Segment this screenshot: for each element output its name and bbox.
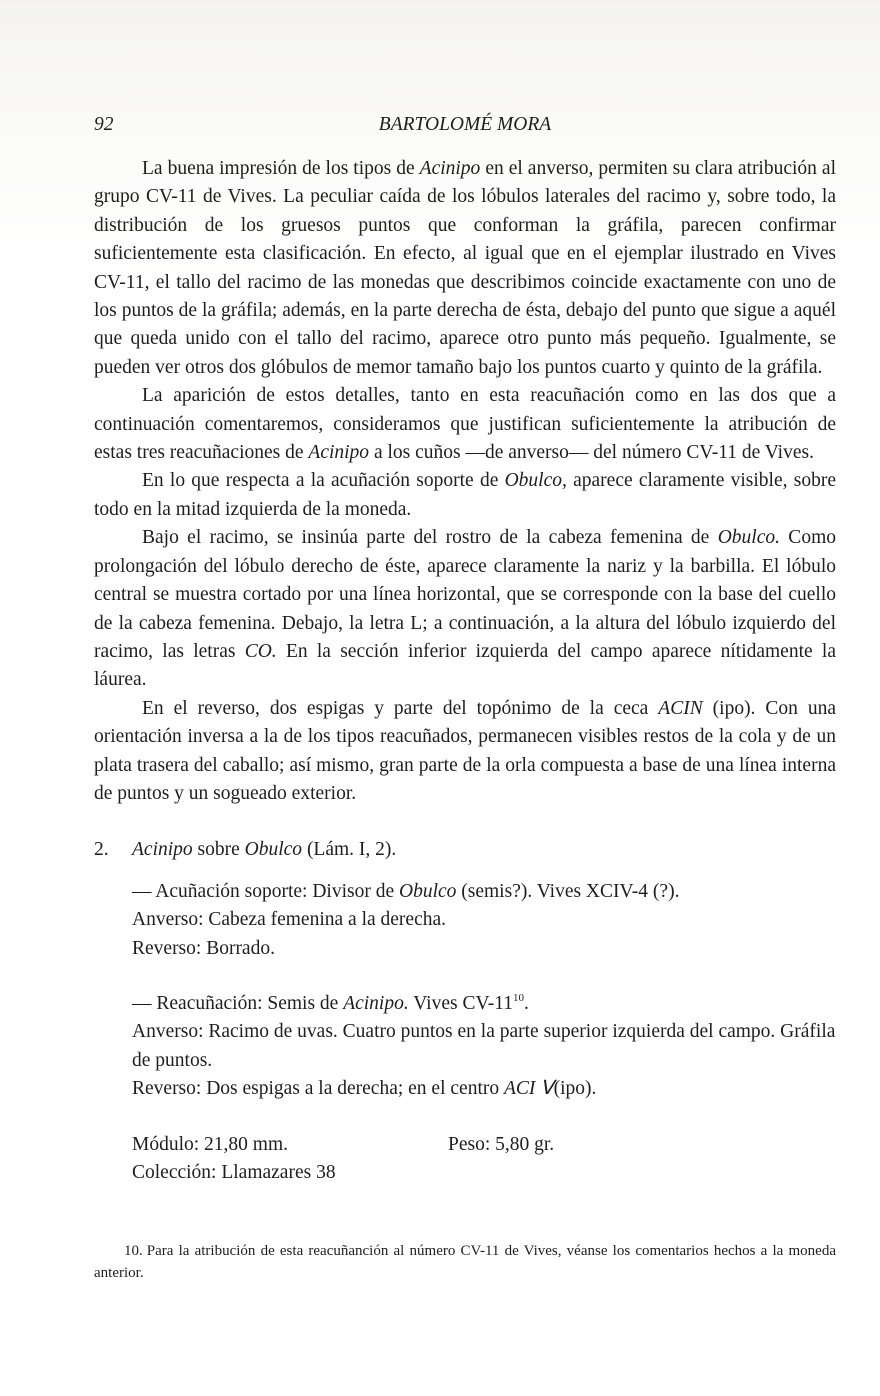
anverso-2: Anverso: Racimo de uvas. Cuatro puntos en la parte superior izquierda del campo. Gráfila de puntos. xyxy=(132,1021,836,1071)
running-header xyxy=(94,114,836,144)
footnote-number: 10. xyxy=(124,1243,143,1259)
p4-italic-d: CO. xyxy=(244,640,277,662)
section-title-a: Acinipo xyxy=(132,839,193,861)
reac-b: Acinipo. xyxy=(343,992,409,1014)
running-title: BARTOLOMÉ MORA xyxy=(378,114,552,135)
p4-italic-b: Obulco. xyxy=(717,527,780,549)
measure-row xyxy=(132,1131,836,1159)
modulo: Módulo: 21,80 mm. xyxy=(132,1133,289,1155)
soporte-a: — Acuñación soporte: Divisor de xyxy=(132,880,399,902)
coin-description xyxy=(132,878,836,1188)
section-title-d: (Lám. I, 2). xyxy=(302,839,397,861)
reac-d: . xyxy=(524,992,529,1014)
p2-italic: Acinipo xyxy=(308,442,370,464)
p1-italic: Acinipo xyxy=(419,158,481,179)
p5-text-c: (ipo). Con una orientación inversa a la de los tipos reacuñados, permanecen visibles restos de la cola y de un plata trasera del caballo; así mismo, gran parte de la orla compuesta a base de una línea interna de puntos y un sogueado exterior. xyxy=(94,697,836,804)
body-text xyxy=(94,155,836,1187)
soporte-b: Obulco xyxy=(399,880,457,902)
p2-text-c: a los cuños —de anverso— del número CV-11 de Vives. xyxy=(369,442,814,464)
p5-text-a: En el reverso, dos espigas y parte del topónimo de la ceca xyxy=(142,697,659,719)
p4-text-c: Como prolongación del lóbulo derecho de éste, aparece claramente la nariz y la barbilla. El lóbulo central se muestra cortado por una línea horizontal, que se corresponde con la base del cuello de la cabeza femenina. Debajo, la letra L; a continuación, a la altura del lóbulo izquierdo del racimo, las letras xyxy=(94,527,836,662)
p1-text-a: La buena impresión de los tipos de xyxy=(142,158,420,179)
paragraph-5 xyxy=(94,695,836,809)
p3-italic: Obulco, xyxy=(504,470,567,492)
reac-a: — Reacuñación: Semis de xyxy=(132,992,344,1014)
paragraph-4 xyxy=(94,524,836,694)
page-number: 92 xyxy=(94,114,114,135)
section-title-b: sobre xyxy=(192,839,245,861)
section-number: 2. xyxy=(94,839,109,861)
footnote xyxy=(94,1240,836,1284)
anverso-1: Anverso: Cabeza femenina a la derecha. xyxy=(132,909,446,931)
reverso2-b: ACI ꓦ xyxy=(503,1078,554,1100)
section-title-c: Obulco xyxy=(244,839,303,861)
p3-text-a: En lo que respecta a la acuñación soporte de xyxy=(142,470,505,492)
p4-text-a: Bajo el racimo, se insinúa parte del rostro de la cabeza femenina de xyxy=(142,527,718,549)
peso: Peso: 5,80 gr. xyxy=(448,1133,555,1155)
paragraph-3 xyxy=(94,467,836,524)
soporte-c: (semis?). Vives XCIV-4 (?). xyxy=(456,880,680,902)
reverso-1: Reverso: Borrado. xyxy=(132,937,275,959)
paragraph-1 xyxy=(94,155,836,382)
p3-text-c: aparece claramente visible, sobre todo en la mitad izquierda de la moneda. xyxy=(94,470,836,520)
soporte-line xyxy=(132,878,836,906)
p1-text-c: en el anverso, permiten su clara atribución al grupo CV-11 de Vives. La peculiar caída de los lóbulos laterales del racimo y, sobre todo, la distribución de los gruesos puntos que conforman la gráfila, parecen confirmar suficientemente esta clasificación. En efecto, al igual que en el ejemplar ilustrado en Vives CV-11, el tallo del racimo de las monedas que describimos coincide exactamente con uno de los puntos de la gráfila; además, en la parte derecha de ésta, debajo del punto que sigue a aquél que queda unido con el tallo del racimo, aparece otro punto más pequeño. Igualmente, se pueden ver otros dos glóbulos de memor tamaño bajo los puntos cuarto y quinto de la gráfila. xyxy=(94,158,837,378)
p2-text-a: La aparición de estos detalles, tanto en esta reacuñación como en las dos que a continuación comentaremos, consideramos que justifican suficientemente la atribución de estas tres reacuñaciones de xyxy=(94,385,836,464)
coleccion: Colección: Llamazares 38 xyxy=(132,1162,336,1183)
reverso2-a: Reverso: Dos espigas a la derecha; en el centro xyxy=(132,1078,504,1100)
section-heading xyxy=(94,836,836,864)
footnote-ref: 10 xyxy=(513,991,525,1004)
reverso-2 xyxy=(132,1075,836,1103)
reacunacion-line xyxy=(132,990,836,1018)
paragraph-2 xyxy=(94,382,836,467)
p4-text-e: En la sección inferior izquierda del campo aparece nítidamente la láurea. xyxy=(94,640,836,691)
p5-italic: ACIN xyxy=(658,697,703,719)
reac-c: Vives CV-11 xyxy=(408,992,514,1014)
footnote-text: Para la atribución de esta reacuñanción al número CV-11 de Vives, véanse los comentarios hechos a la moneda anterior. xyxy=(94,1243,836,1281)
reverso2-c: (ipo). xyxy=(553,1078,597,1100)
